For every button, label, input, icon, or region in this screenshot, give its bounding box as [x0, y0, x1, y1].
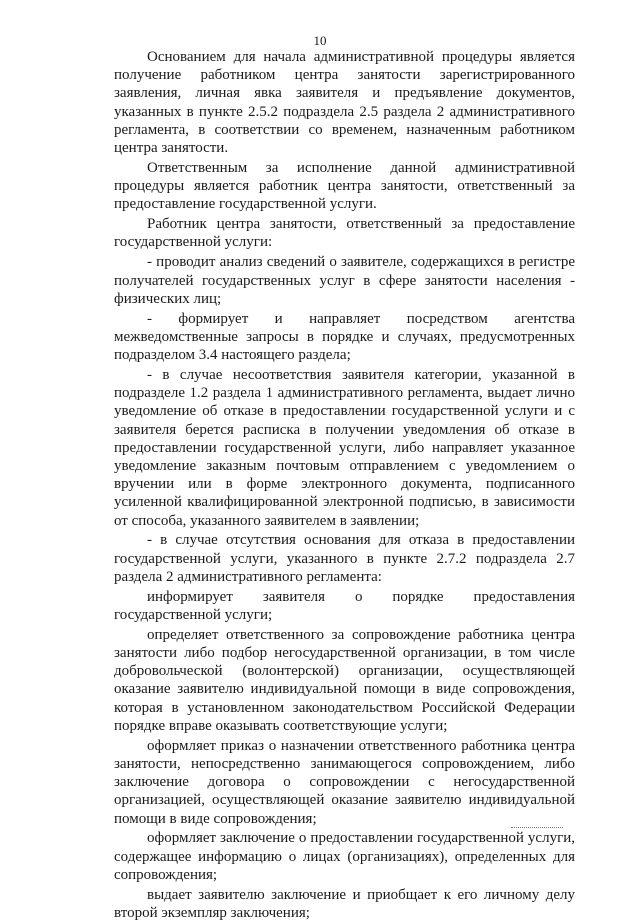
list-item: - в случае отсутствия основания для отказа в предоставлении государственной услуги, указанного в пункте 2.7.2 подраздела 2.7 раздела 2 административного регламента: — [114, 532, 575, 585]
page-number: 10 — [313, 33, 327, 48]
paragraph: Работник центра занятости, ответственный за предоставление государственной услуги: — [114, 216, 575, 251]
list-item: - в случае несоответствия заявителя категории, указанной в подразделе 1.2 раздела 1 административного регламента, выдает лично уведомление об отказе в предоставлении государственной услуги и с заявителя берется расписка в получении уведомления об отказе в предоставлении государственной услуги, либо направляет указанное уведомление заказным почтовым отправлением с уведомлением о вручении или в форме электронного документа, подписанного усиленной квалифицированной электронной подписью, в зависимости от способа, указанного заявителем в заявлении; — [114, 366, 575, 529]
paragraph: оформляет заключение о предоставлении государственной услуги, содержащее информацию о лицах (организациях), определенных для сопровождения; — [114, 830, 575, 883]
paragraph: Ответственным за исполнение данной административной процедуры является работник центра занятости, ответственный за предоставление государственной услуги. — [114, 159, 575, 213]
paragraph: выдает заявителю заключение и приобщает к его личному делу второй экземпляр заключения; — [114, 886, 575, 921]
body-text — [114, 48, 575, 924]
list-item: - проводит анализ сведений о заявителе, содержащихся в регистре получателей государственных услуг в сфере занятости населения - физических лиц; — [114, 254, 575, 307]
paragraph: определяет ответственного за сопровождение работника центра занятости либо подбор негосударственной организации, в том числе добровольческой (волонтерской) организации, осуществляющей оказание заявителю индивидуальной помощи в виде сопровождения, которая в установленном законодательством Российской Федерации порядке вправе оказывать соответствующие услуги; — [114, 626, 575, 734]
paragraph: информирует заявителя о порядке предоставления государственной услуги; — [114, 588, 575, 623]
scan-artifact — [511, 827, 563, 832]
list-item: - формирует и направляет посредством агентства межведомственные запросы в порядке и случаях, предусмотренных подразделом 3.4 настоящего раздела; — [114, 310, 575, 363]
paragraph: Основанием для начала административной процедуры является получение работником центра занятости зарегистрированного заявления, личная явка заявителя и предъявление документов, указанных в пункте 2.5.2 подраздела 2.5 раздела 2 административного регламента, в соответствии со временем, назначенным работником центра занятости. — [114, 49, 575, 157]
paragraph: оформляет приказ о назначении ответственного работника центра занятости, непосредственно занимающегося сопровождением, либо заключение договора о сопровождении с негосударственной организацией, осуществляющей оказание заявителю индивидуальной помощи в виде сопровождения; — [114, 737, 575, 827]
